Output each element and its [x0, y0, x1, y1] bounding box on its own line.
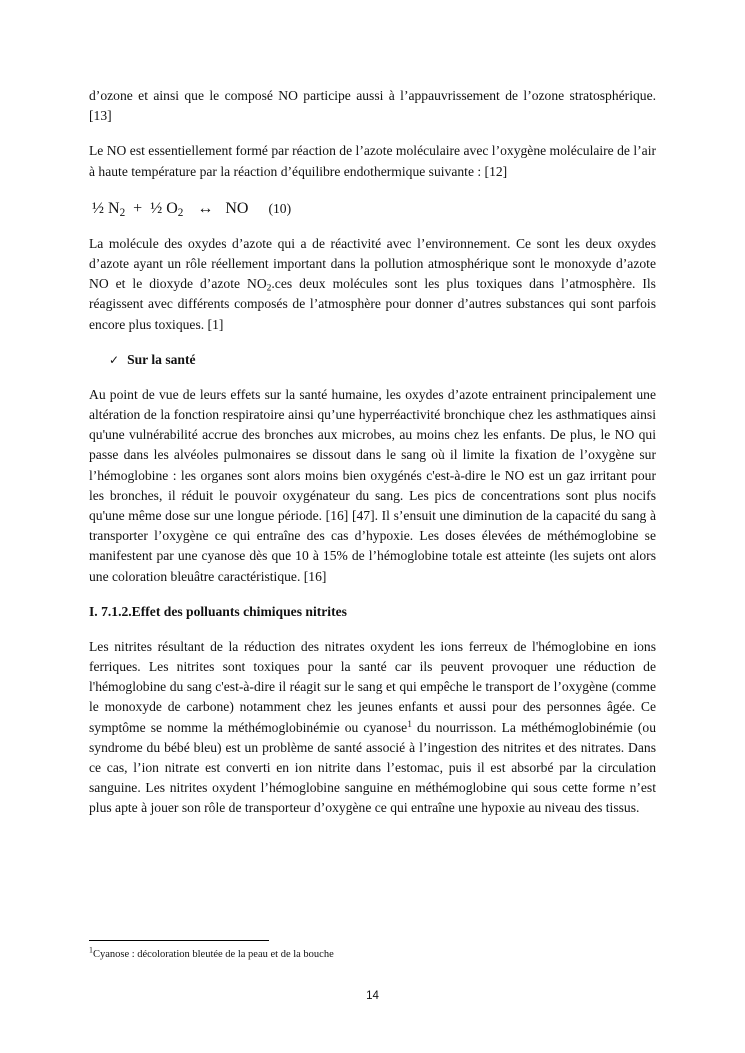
equilibrium-arrow-icon: ↔: [197, 199, 214, 217]
equation-plus: +: [133, 199, 143, 217]
footnote: $^1$Cyanose : décoloration bleutée de la peau et de la bouche: [89, 945, 334, 960]
document-page: [89, 86, 656, 819]
equation-term-n2: ½ $N_2$: [92, 199, 126, 219]
paragraph-health-effects: Au point de vue de leurs effets sur la santé humaine, les oxydes d’azote entrainent principalement une altération de la fonction respiratoire ainsi qu’une hyperréactivité bronchique chez les asthmatiques ainsi qu'une vulnérabilité accrue des bronches aux microbes, au moins chez les enfants. De plus, le NO qui passe dans les alvéoles pulmonaires se dissout dans le sang où il limite la fixation de l’oxygène sur l’hémoglobine : les organes sont alors moins bien oxygénés c'est-à-dire le NO est un gaz irritant pour les bronches, il réduit le pouvoir oxygénateur du sang. Les pics de concentrations sont plus nocifs qu'une même dose sur une longue période. [16] [47]. Il s’ensuit une diminution de la capacité du sang à transporter l’oxygène ce qui entraîne des cas d’hypoxie. Les doses élevées de méthémoglobine se manifestent par une cyanose dès que 10 à 15% de l’hémoglobine totale est atteinte (les sujets ont alors une coloration bleuâtre caractéristique. [16]: [89, 386, 656, 584]
equation-number: (10): [268, 200, 292, 216]
chemical-equation: [89, 199, 656, 219]
paragraph-nitrites: Les nitrites résultant de la réduction des nitrates oxydent les ions ferreux de l'hémoglobine en ions ferriques. Les nitrites sont toxiques pour la santé car ils peuvent provoquer une réduction de l'hémoglobine du sang c'est-à-dire il réagit sur le sang et qui empêche le transport de l’oxygène (comme le monoxyde de carbone) notamment chez les jeunes enfants et aussi pour des personnes âgée. Ce symptôme se nomme la méthémoglobinémie ou cyanose$^1$ du nourrisson. La méthémoglobinémie (ou syndrome du bébé bleu) est un problème de santé associé à l’ingestion des nitrites et des nitrates. Dans ce cas, l’ion nitrate est converti en ion nitrite dans l’estomac, puis il est absorbé par la circulation sanguine. Les nitrites oxydent l’hémoglobine sanguine en méthémoglobine qui sous cette forme n’est plus apte à jouer son rôle de transporteur d’oxygène ce qui entraîne une hypoxie au niveau des tissus.: [89, 638, 656, 816]
footnote-divider: [89, 940, 269, 941]
checklist-label: Sur la santé: [127, 351, 196, 367]
page-number: 14: [366, 990, 379, 1002]
paragraph-nox-molecules: La molécule des oxydes d’azote qui a de réactivité avec l’environnement. Ce sont les deux oxydes d’azote ayant un rôle réellement important dans la pollution atmosphérique sont le monoxyde d’azote NO et le dioxyde d’azote $NO_2.ces$ deux molécules sont les plus toxiques dans l’atmosphère. Ils réagissent avec différents composés de l’atmosphère pour donner d’autres substances qui sont parfois encore plus toxiques. [1]: [89, 235, 656, 332]
checkmark-icon: ✓: [109, 352, 120, 367]
section-heading-nitrites: I. 7.1.2.Effet des polluants chimiques nitrites: [89, 603, 347, 619]
paragraph-ozone: d’ozone et ainsi que le composé NO participe aussi à l’appauvrissement de l’ozone stratosphérique. [13]: [89, 88, 656, 124]
footnote-reference: 1: [407, 719, 412, 730]
equation-term-o2: ½ $O_2$: [150, 199, 184, 219]
paragraph-no-formation: Le NO est essentiellement formé par réaction de l’azote moléculaire avec l’oxygène moléculaire de l’air à haute température par la réaction d’équilibre endothermique suivante : [12]: [89, 143, 656, 179]
checklist-item-sante: [89, 350, 656, 370]
equation-product: NO: [225, 199, 249, 217]
